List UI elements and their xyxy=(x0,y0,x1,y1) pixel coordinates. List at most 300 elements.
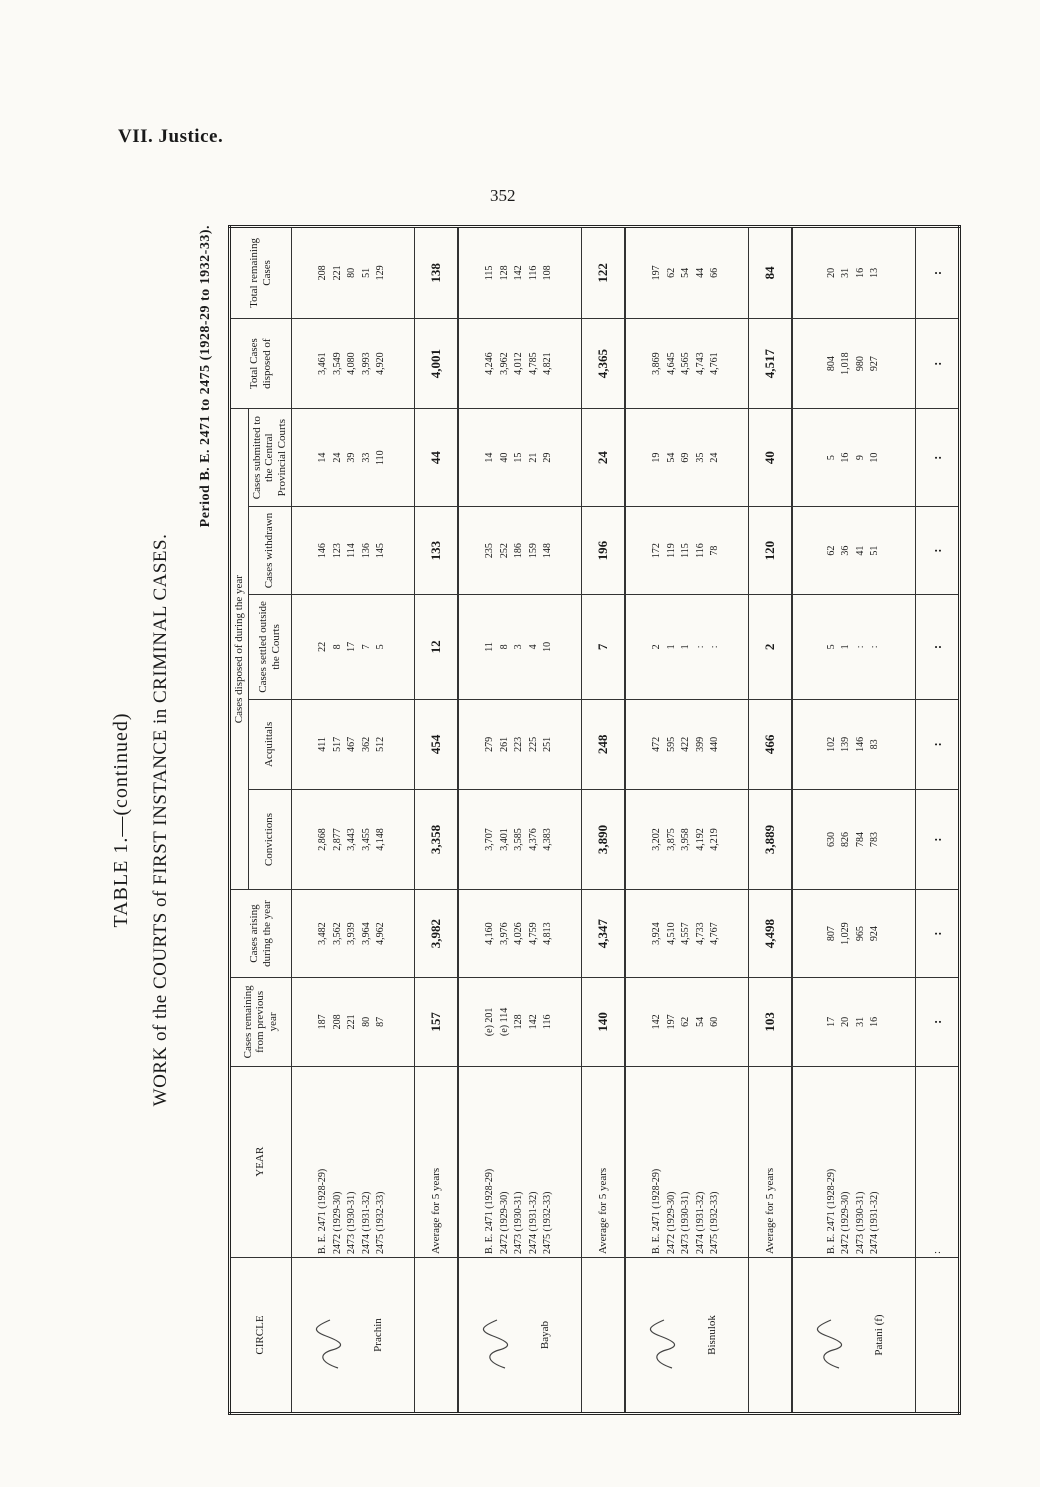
header-total-disposed: Total Cases disposed of xyxy=(230,318,292,409)
value: 4,383 xyxy=(542,828,554,851)
value: 221 xyxy=(331,265,343,281)
average-arising: 3,982 xyxy=(414,889,458,977)
year-entry: B. E. 2471 (1928-29) xyxy=(484,1168,496,1255)
year-entry: 2474 (1931-32) xyxy=(694,1191,706,1255)
value: 362 xyxy=(360,736,372,752)
average-acquittals: 454 xyxy=(414,699,458,790)
circle-cell xyxy=(291,1258,414,1414)
value: 115 xyxy=(484,265,496,281)
acquittals-cell xyxy=(291,699,414,790)
value: 3,482 xyxy=(317,922,329,945)
value: 467 xyxy=(346,736,358,752)
total-remaining-cell xyxy=(792,227,916,319)
page-number: 352 xyxy=(490,186,516,205)
circle-name: Bayab xyxy=(538,1320,551,1350)
value: 146 xyxy=(317,543,329,559)
total-remaining-cell xyxy=(625,227,749,319)
value: 804 xyxy=(825,356,837,372)
table-body xyxy=(291,227,959,1414)
value: 440 xyxy=(709,736,721,752)
year-entry: 2474 (1931-32) xyxy=(360,1191,372,1255)
year-entry: B. E. 2471 (1928-29) xyxy=(651,1168,663,1255)
value: 826 xyxy=(840,832,852,848)
value: 5 xyxy=(825,644,837,650)
value: 1 xyxy=(680,644,692,650)
value: 16 xyxy=(840,452,852,463)
value: 3,461 xyxy=(317,352,329,375)
header-settled-outside: Cases settled outside the Courts xyxy=(248,595,291,699)
average-row xyxy=(414,227,458,1414)
circle-row xyxy=(458,227,582,1414)
year-entry: B. E. 2471 (1928-29) xyxy=(825,1168,837,1255)
value: 40 xyxy=(498,452,510,463)
value: 102 xyxy=(825,736,837,752)
value: 54 xyxy=(680,267,692,278)
value: 62 xyxy=(665,267,677,278)
value: 7 xyxy=(360,644,372,650)
value: 83 xyxy=(869,739,881,750)
value: 5 xyxy=(825,455,837,461)
criminal-cases-table xyxy=(228,225,961,1415)
value: 223 xyxy=(513,736,525,752)
value: 35 xyxy=(694,452,706,463)
value: 1,029 xyxy=(840,922,852,945)
value: 3,964 xyxy=(360,922,372,945)
submitted-central-cell xyxy=(458,409,582,506)
header-total-remaining: Total remaining Cases xyxy=(230,227,292,319)
value: 2 xyxy=(651,644,663,650)
handwritten-mark-icon xyxy=(646,1316,682,1372)
value: 4,733 xyxy=(694,922,706,945)
value: 4,813 xyxy=(542,922,554,945)
table-period: Period B. E. 2471 to 2475 (1928-29 to 1932-33). xyxy=(198,225,213,528)
value: 115 xyxy=(680,543,692,558)
value: 208 xyxy=(317,265,329,281)
value: 172 xyxy=(651,543,663,559)
value: 116 xyxy=(694,543,706,558)
value: 69 xyxy=(680,452,692,463)
table-title: TABLE 1.—(continued) xyxy=(110,712,132,928)
value: 807 xyxy=(825,926,837,942)
total-disposed-cell xyxy=(792,318,916,409)
circle-cell xyxy=(792,1258,916,1414)
value: 630 xyxy=(825,832,837,848)
average-total-remaining: : xyxy=(915,227,959,319)
value: 3,455 xyxy=(360,828,372,851)
average-submitted-central: 44 xyxy=(414,409,458,506)
value: 31 xyxy=(840,267,852,278)
circle-name: Patani (f) xyxy=(872,1314,885,1356)
value: 595 xyxy=(665,736,677,752)
settled-outside-cell xyxy=(625,595,749,699)
withdrawn-cell xyxy=(792,506,916,594)
average-withdrawn: : xyxy=(915,506,959,594)
year-entry: 2475 (1932-33) xyxy=(709,1191,721,1255)
header-submitted-central: Cases submitted to the Central Provincial Courts xyxy=(248,409,291,506)
withdrawn-cell xyxy=(458,506,582,594)
average-settled-outside: 7 xyxy=(581,595,625,699)
value: 221 xyxy=(346,1014,358,1030)
average-withdrawn: 196 xyxy=(581,506,625,594)
value: 80 xyxy=(360,1016,372,1027)
value: 208 xyxy=(331,1014,343,1030)
circle-row xyxy=(291,227,414,1414)
value: 14 xyxy=(484,452,496,463)
circle-cell xyxy=(458,1258,582,1414)
section-heading: VII. Justice. xyxy=(118,126,224,147)
average-remaining-prev: 157 xyxy=(414,978,458,1066)
average-label: : xyxy=(915,1066,959,1258)
year-entry: 2472 (1929-30) xyxy=(498,1191,510,1255)
value: 10 xyxy=(542,641,554,652)
settled-outside-cell xyxy=(458,595,582,699)
value: 80 xyxy=(346,267,358,278)
value: 142 xyxy=(513,265,525,281)
value: 11 xyxy=(484,642,496,652)
header-acquittals: Acquittals xyxy=(248,699,291,790)
value: 3,993 xyxy=(360,352,372,375)
header-disposed-group: Cases disposed of during the year xyxy=(230,409,249,889)
acquittals-cell xyxy=(458,699,582,790)
value: 3,962 xyxy=(498,352,510,375)
average-withdrawn: 133 xyxy=(414,506,458,594)
average-settled-outside: 2 xyxy=(748,595,792,699)
withdrawn-cell xyxy=(625,506,749,594)
average-convictions: 3,889 xyxy=(748,790,792,890)
average-arising: 4,498 xyxy=(748,889,792,977)
average-withdrawn: 120 xyxy=(748,506,792,594)
settled-outside-cell xyxy=(792,595,916,699)
value: 197 xyxy=(651,265,663,281)
value: 129 xyxy=(375,265,387,281)
total-disposed-cell xyxy=(291,318,414,409)
value: 145 xyxy=(375,543,387,559)
submitted-central-cell xyxy=(625,409,749,506)
value: 3,924 xyxy=(651,922,663,945)
value: 1,018 xyxy=(840,352,852,375)
value: 62 xyxy=(680,1016,692,1027)
value: 41 xyxy=(854,545,866,556)
value: 51 xyxy=(360,267,372,278)
value: 9 xyxy=(854,455,866,461)
remaining-prev-cell xyxy=(291,978,414,1066)
average-settled-outside: 12 xyxy=(414,595,458,699)
value: 14 xyxy=(317,452,329,463)
year-entry: 2472 (1929-30) xyxy=(840,1191,852,1255)
value: 136 xyxy=(360,543,372,559)
value: 517 xyxy=(331,736,343,752)
value: 78 xyxy=(709,545,721,556)
value: 119 xyxy=(665,543,677,558)
average-total-disposed: 4,365 xyxy=(581,318,625,409)
value: 965 xyxy=(854,926,866,942)
year-entry: 2473 (1930-31) xyxy=(854,1191,866,1255)
circle-name: Prachin xyxy=(371,1318,384,1352)
remaining-prev-cell xyxy=(458,978,582,1066)
value: 225 xyxy=(527,736,539,752)
value: 20 xyxy=(840,1016,852,1027)
average-row xyxy=(581,227,625,1414)
average-remaining-prev: : xyxy=(915,978,959,1066)
value: 21 xyxy=(527,452,539,463)
value: 20 xyxy=(825,267,837,278)
value: 4,012 xyxy=(513,352,525,375)
value: 17 xyxy=(346,641,358,652)
average-label: Average for 5 years xyxy=(581,1066,625,1258)
average-remaining-prev: 103 xyxy=(748,978,792,1066)
value: 16 xyxy=(854,267,866,278)
average-total-disposed: 4,001 xyxy=(414,318,458,409)
average-convictions: 3,358 xyxy=(414,790,458,890)
value: : xyxy=(709,645,721,649)
handwritten-mark-icon xyxy=(312,1316,348,1372)
value: 3,585 xyxy=(513,828,525,851)
value: 3,958 xyxy=(680,828,692,851)
convictions-cell xyxy=(291,790,414,890)
value: 31 xyxy=(854,1016,866,1027)
value: 4,026 xyxy=(513,922,525,945)
average-total-remaining: 138 xyxy=(414,227,458,319)
acquittals-cell xyxy=(792,699,916,790)
value: 24 xyxy=(709,452,721,463)
value: 4,743 xyxy=(694,352,706,375)
average-submitted-central: : xyxy=(915,409,959,506)
convictions-cell xyxy=(458,790,582,890)
year-entry: 2474 (1931-32) xyxy=(527,1191,539,1255)
average-label: Average for 5 years xyxy=(748,1066,792,1258)
header-convictions: Convictions xyxy=(248,790,291,890)
value: 3,202 xyxy=(651,828,663,851)
total-disposed-cell xyxy=(625,318,749,409)
average-row xyxy=(748,227,792,1414)
value: 1 xyxy=(665,644,677,650)
submitted-central-cell xyxy=(792,409,916,506)
circle-name: Bisnulok xyxy=(705,1315,718,1355)
value: 186 xyxy=(513,543,525,559)
value: 411 xyxy=(317,737,329,752)
total-remaining-cell xyxy=(291,227,414,319)
value: 54 xyxy=(694,1016,706,1027)
value: 2,868 xyxy=(317,828,329,851)
average-total-remaining: 122 xyxy=(581,227,625,319)
value: 87 xyxy=(375,1016,387,1027)
average-total-disposed: : xyxy=(915,318,959,409)
year-entry: 2472 (1929-30) xyxy=(665,1191,677,1255)
value: 116 xyxy=(527,265,539,281)
value: 1 xyxy=(840,644,852,650)
value: 3,869 xyxy=(651,352,663,375)
average-submitted-central: 24 xyxy=(581,409,625,506)
value: 399 xyxy=(694,736,706,752)
year-cell xyxy=(625,1066,749,1258)
average-acquittals: 466 xyxy=(748,699,792,790)
arising-cell xyxy=(625,889,749,977)
header-remaining-prev: Cases remaining from previous year xyxy=(230,978,292,1066)
value: 44 xyxy=(694,267,706,278)
value: 784 xyxy=(854,832,866,848)
value: 3,443 xyxy=(346,828,358,851)
value: 123 xyxy=(331,543,343,559)
value: 29 xyxy=(542,452,554,463)
value: 4,767 xyxy=(709,922,721,945)
value: 3,939 xyxy=(346,922,358,945)
value: 783 xyxy=(869,832,881,848)
remaining-prev-cell xyxy=(792,978,916,1066)
value: 17 xyxy=(825,1016,837,1027)
value: 4,510 xyxy=(665,922,677,945)
header-withdrawn: Cases withdrawn xyxy=(248,506,291,594)
value: 5 xyxy=(375,644,387,650)
value: 252 xyxy=(498,543,510,559)
value: (e) 114 xyxy=(498,1007,510,1036)
average-total-remaining: 84 xyxy=(748,227,792,319)
average-submitted-central: 40 xyxy=(748,409,792,506)
value: 472 xyxy=(651,736,663,752)
value: 66 xyxy=(709,267,721,278)
value: (e) 201 xyxy=(484,1007,496,1037)
value: 4,759 xyxy=(527,922,539,945)
circle-row xyxy=(792,227,916,1414)
average-blank-cell xyxy=(414,1258,458,1414)
circle-cell xyxy=(625,1258,749,1414)
withdrawn-cell xyxy=(291,506,414,594)
value: 251 xyxy=(542,736,554,752)
value: 924 xyxy=(869,926,881,942)
value: 4,557 xyxy=(680,922,692,945)
value: 927 xyxy=(869,356,881,372)
value: 4,785 xyxy=(527,352,539,375)
average-blank-cell xyxy=(748,1258,792,1414)
value: 279 xyxy=(484,736,496,752)
value: 54 xyxy=(665,452,677,463)
value: 159 xyxy=(527,543,539,559)
year-cell xyxy=(458,1066,582,1258)
year-entry: B. E. 2471 (1928-29) xyxy=(317,1168,329,1255)
year-entry: 2474 (1931-32) xyxy=(869,1191,881,1255)
value: 148 xyxy=(542,543,554,559)
average-blank-cell xyxy=(581,1258,625,1414)
acquittals-cell xyxy=(625,699,749,790)
header-arising: Cases arising during the year xyxy=(230,889,292,977)
value: 128 xyxy=(498,265,510,281)
average-arising: 4,347 xyxy=(581,889,625,977)
value: 51 xyxy=(869,545,881,556)
value: 3,707 xyxy=(484,828,496,851)
value: 197 xyxy=(665,1014,677,1030)
average-label: Average for 5 years xyxy=(414,1066,458,1258)
average-arising: : xyxy=(915,889,959,977)
value: 4,080 xyxy=(346,352,358,375)
value: 235 xyxy=(484,543,496,559)
value: 2,877 xyxy=(331,828,343,851)
total-disposed-cell xyxy=(458,318,582,409)
year-entry: 2475 (1932-33) xyxy=(542,1191,554,1255)
submitted-central-cell xyxy=(291,409,414,506)
value: : xyxy=(854,645,866,649)
handwritten-mark-icon xyxy=(813,1316,849,1372)
value: 4,160 xyxy=(484,922,496,945)
value: 4,192 xyxy=(694,828,706,851)
value: 110 xyxy=(375,450,387,465)
handwritten-mark-icon xyxy=(479,1316,515,1372)
average-acquittals: : xyxy=(915,699,959,790)
value: 19 xyxy=(651,452,663,463)
value: 139 xyxy=(840,736,852,752)
year-cell xyxy=(291,1066,414,1258)
settled-outside-cell xyxy=(291,595,414,699)
value: 114 xyxy=(346,543,358,558)
value: 4,219 xyxy=(709,828,721,851)
remaining-prev-cell xyxy=(625,978,749,1066)
average-remaining-prev: 140 xyxy=(581,978,625,1066)
value: 4,148 xyxy=(375,828,387,851)
value: 146 xyxy=(854,736,866,752)
arising-cell xyxy=(291,889,414,977)
value: 128 xyxy=(513,1014,525,1030)
value: 4,376 xyxy=(527,828,539,851)
value: 13 xyxy=(869,267,881,278)
value: 422 xyxy=(680,736,692,752)
value: 980 xyxy=(854,356,866,372)
rotated-table-page xyxy=(110,225,944,1415)
table-subtitle: WORK of the COURTS of FIRST INSTANCE in CRIMINAL CASES. xyxy=(150,533,171,1107)
year-entry: 2473 (1930-31) xyxy=(680,1191,692,1255)
average-convictions: : xyxy=(915,790,959,890)
value: 4,761 xyxy=(709,352,721,375)
value: 4 xyxy=(527,644,539,650)
header-circle: CIRCLE xyxy=(230,1258,292,1414)
value: 116 xyxy=(542,1014,554,1030)
year-cell xyxy=(792,1066,916,1258)
arising-cell xyxy=(792,889,916,977)
year-entry: 2473 (1930-31) xyxy=(513,1191,525,1255)
value: 512 xyxy=(375,736,387,752)
value: 10 xyxy=(869,452,881,463)
value: 187 xyxy=(317,1014,329,1030)
value: 3 xyxy=(513,644,525,650)
value: 3,401 xyxy=(498,828,510,851)
year-entry: 2475 (1932-33) xyxy=(375,1191,387,1255)
value: 3,562 xyxy=(331,922,343,945)
value: 3,549 xyxy=(331,352,343,375)
value: 60 xyxy=(709,1016,721,1027)
value: 3,976 xyxy=(498,922,510,945)
value: : xyxy=(694,645,706,649)
value: : xyxy=(869,645,881,649)
value: 261 xyxy=(498,736,510,752)
value: 8 xyxy=(498,644,510,650)
average-total-disposed: 4,517 xyxy=(748,318,792,409)
convictions-cell xyxy=(792,790,916,890)
value: 142 xyxy=(651,1014,663,1030)
average-acquittals: 248 xyxy=(581,699,625,790)
value: 8 xyxy=(331,644,343,650)
circle-row xyxy=(625,227,749,1414)
value: 4,645 xyxy=(665,352,677,375)
total-remaining-cell xyxy=(458,227,582,319)
value: 36 xyxy=(840,545,852,556)
year-entry: 2473 (1930-31) xyxy=(346,1191,358,1255)
value: 3,875 xyxy=(665,828,677,851)
convictions-cell xyxy=(625,790,749,890)
value: 4,962 xyxy=(375,922,387,945)
arising-cell xyxy=(458,889,582,977)
year-entry: 2472 (1929-30) xyxy=(331,1191,343,1255)
value: 22 xyxy=(317,641,329,652)
average-convictions: 3,890 xyxy=(581,790,625,890)
value: 108 xyxy=(542,265,554,281)
value: 4,920 xyxy=(375,352,387,375)
